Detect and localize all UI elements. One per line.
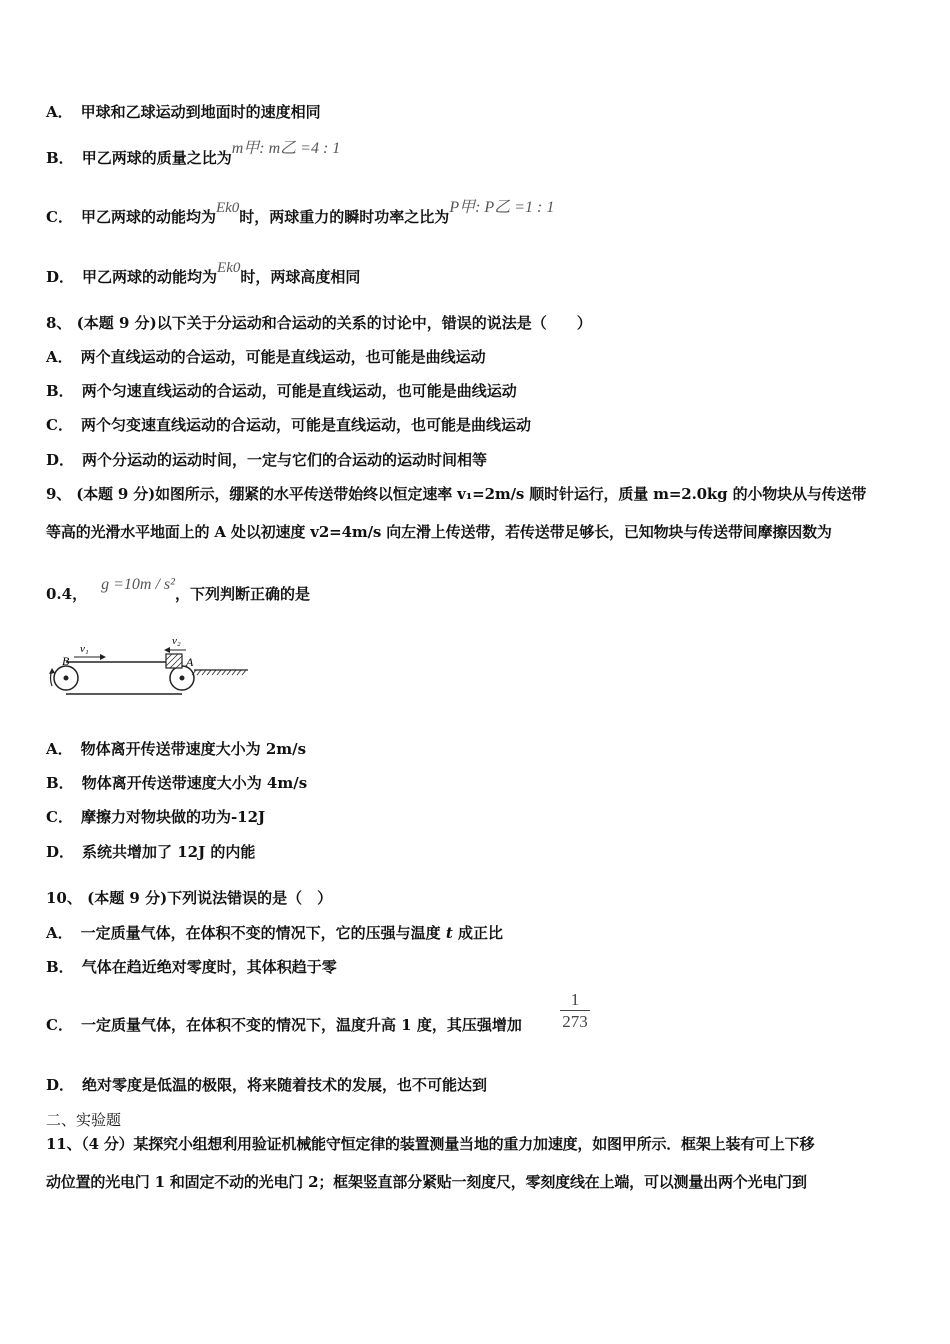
option-text: 成正比 (452, 924, 504, 942)
stem-text: ，下列判断正确的是 (174, 585, 310, 603)
q9-stem-line2: 等高的光滑水平地面上的 A 处以初速度 v2=4m/s 向左滑上传送带，若传送带足够长，已知物块与传送带间摩擦因数为 (46, 523, 832, 541)
left-pulley-axle (64, 676, 69, 681)
option-label: D． (46, 1076, 75, 1094)
v1-arrowhead-icon (100, 654, 106, 660)
point-b-label: B (62, 654, 70, 668)
q10-option-c (46, 1015, 522, 1035)
q9-stem-line3 (46, 576, 310, 605)
q9-option-a (46, 739, 306, 759)
option-text: 物体离开传送带速度大小为 4m/s (81, 774, 308, 792)
q10-stem: 10、 (本题 9 分)下列说法错误的是（ ） (46, 889, 333, 907)
option-label: A． (46, 740, 73, 758)
fraction-numerator: 1 (570, 990, 580, 1009)
option-label: C． (46, 1016, 73, 1034)
option-label: C． (46, 808, 73, 826)
option-text: 一定质量气体，在体积不变的情况下，温度升高 1 度，其压强增加 (80, 1016, 522, 1034)
option-label: B． (46, 382, 74, 400)
option-label: A． (46, 103, 73, 121)
q7-option-c (46, 199, 555, 228)
option-label: D． (46, 268, 75, 286)
q10-option-a (46, 923, 503, 943)
option-text: 甲乙两球的动能均为 (82, 268, 218, 286)
temperature-variable: t (445, 924, 453, 942)
option-text: 时，两球高度相同 (240, 268, 361, 286)
option-text: 两个匀速直线运动的合运动，可能是直线运动，也可能是曲线运动 (81, 382, 517, 400)
option-text: 甲乙两球的质量之比为 (81, 149, 232, 167)
option-text: 两个分运动的运动时间，一定与它们的合运动的运动时间相等 (82, 451, 488, 469)
v1-label: v₁ (80, 643, 89, 655)
q8-option-b (46, 381, 517, 401)
option-text: 摩擦力对物块做的功为-12J (80, 808, 266, 826)
q9-option-d (46, 842, 255, 862)
block (166, 654, 182, 668)
option-text: 时，两球重力的瞬时功率之比为 (239, 208, 450, 226)
q9-option-b (46, 773, 307, 793)
q7-option-b (46, 140, 341, 169)
option-text: 气体在趋近绝对零度时，其体积趋于零 (81, 958, 337, 976)
option-label: B． (46, 958, 74, 976)
stem-text: 0.4， (46, 585, 88, 603)
v2-label: v₂ (172, 635, 181, 647)
option-label: B． (46, 774, 74, 792)
q11-line1: 11、（4 分）某探究小组想利用验证机械能守恒定律的装置测量当地的重力加速度，如图甲所示．框架上装有可上下移 (46, 1135, 815, 1153)
option-text: 两个直线运动的合运动，可能是直线运动，也可能是曲线运动 (80, 348, 486, 366)
kinetic-energy-symbol: Ek0 (217, 260, 241, 276)
q9-option-c (46, 807, 265, 827)
q7-option-d (46, 260, 361, 288)
q10-option-b (46, 957, 337, 977)
q8-stem: 8、 (本题 9 分)以下关于分运动和合运动的关系的讨论中，错误的说法是（ ） (46, 314, 592, 332)
point-a-label: A (186, 655, 194, 669)
q8-option-d (46, 450, 487, 470)
option-text: 一定质量气体，在体积不变的情况下，它的压强与温度 (80, 924, 446, 942)
q8-option-a (46, 347, 486, 367)
option-label: B． (46, 149, 74, 167)
q9-stem-line1: 9、 (本题 9 分)如图所示，绷紧的水平传送带始终以恒定速率 v₁=2m/s 顺时针运行，质量 m=2.0kg 的小物块从与传送带 (46, 485, 867, 503)
gravity-formula: g =10m / s² (101, 576, 175, 593)
option-text: 甲乙两球的动能均为 (80, 208, 216, 226)
option-text: 甲球和乙球运动到地面时的速度相同 (80, 103, 321, 121)
conveyor-belt-figure (44, 630, 254, 700)
rotation-arrowhead-icon (49, 668, 55, 674)
option-label: D． (46, 843, 75, 861)
power-ratio-formula: P甲: P乙 =1 : 1 (449, 199, 555, 216)
option-label: C． (46, 208, 73, 226)
fraction-denominator: 273 (562, 1012, 588, 1031)
right-pulley-axle (180, 676, 185, 681)
q11-line2: 动位置的光电门 1 和固定不动的光电门 2；框架竖直部分紧贴一刻度尺，零刻度线在上端，可以测量出两个光电门到 (46, 1173, 807, 1191)
q10-option-d (46, 1075, 487, 1095)
kinetic-energy-symbol: Ek0 (215, 200, 240, 216)
q8-option-c (46, 415, 531, 435)
option-label: C． (46, 416, 73, 434)
option-text: 物体离开传送带速度大小为 2m/s (80, 740, 307, 758)
section-heading: 二、实验题 (46, 1111, 122, 1129)
option-label: A． (46, 348, 73, 366)
option-label: D． (46, 451, 75, 469)
option-text: 两个匀变速直线运动的合运动，可能是直线运动，也可能是曲线运动 (80, 416, 531, 434)
ground-hatching (192, 670, 246, 675)
mass-ratio-formula: m甲: m乙 =4 : 1 (231, 140, 341, 157)
fraction-one-over-273 (560, 990, 590, 1033)
q7-option-a (46, 102, 321, 122)
option-text: 系统共增加了 12J 的内能 (82, 843, 256, 861)
v2-arrowhead-icon (164, 647, 170, 653)
option-text: 绝对零度是低温的极限，将来随着技术的发展，也不可能达到 (82, 1076, 488, 1094)
option-label: A． (46, 924, 73, 942)
